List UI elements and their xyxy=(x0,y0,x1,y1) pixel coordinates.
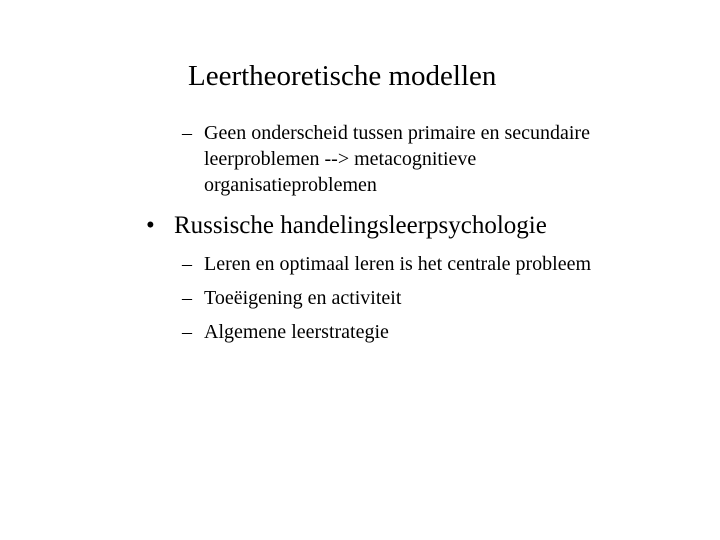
bullet-text: Russische handelingsleerpsychologie xyxy=(174,212,547,239)
sub-list-item xyxy=(182,285,682,311)
intro-line-1: Geen onderscheid tussen primaire en secundaire xyxy=(204,122,590,144)
sub-list-item xyxy=(182,251,682,277)
intro-line-3: organisatieproblemen xyxy=(204,174,377,196)
sub-list-item xyxy=(182,319,682,345)
slide-title: Leertheoretische modellen xyxy=(188,60,497,92)
sub-item-text: Leren en optimaal leren is het centrale probleem xyxy=(204,253,592,275)
sub-item-text: Toeëigening en activiteit xyxy=(204,287,402,309)
dash-marker: – xyxy=(182,122,192,144)
dash-marker: – xyxy=(182,253,192,275)
intro-line-2: leerproblemen --> metacognitieve xyxy=(204,148,477,170)
intro-list-item xyxy=(182,120,682,200)
sub-item-text: Algemene leerstrategie xyxy=(204,321,389,343)
dash-marker: – xyxy=(182,287,192,309)
bullet-marker: • xyxy=(146,212,155,239)
bullet-item xyxy=(146,210,646,244)
dash-marker: – xyxy=(182,321,192,343)
